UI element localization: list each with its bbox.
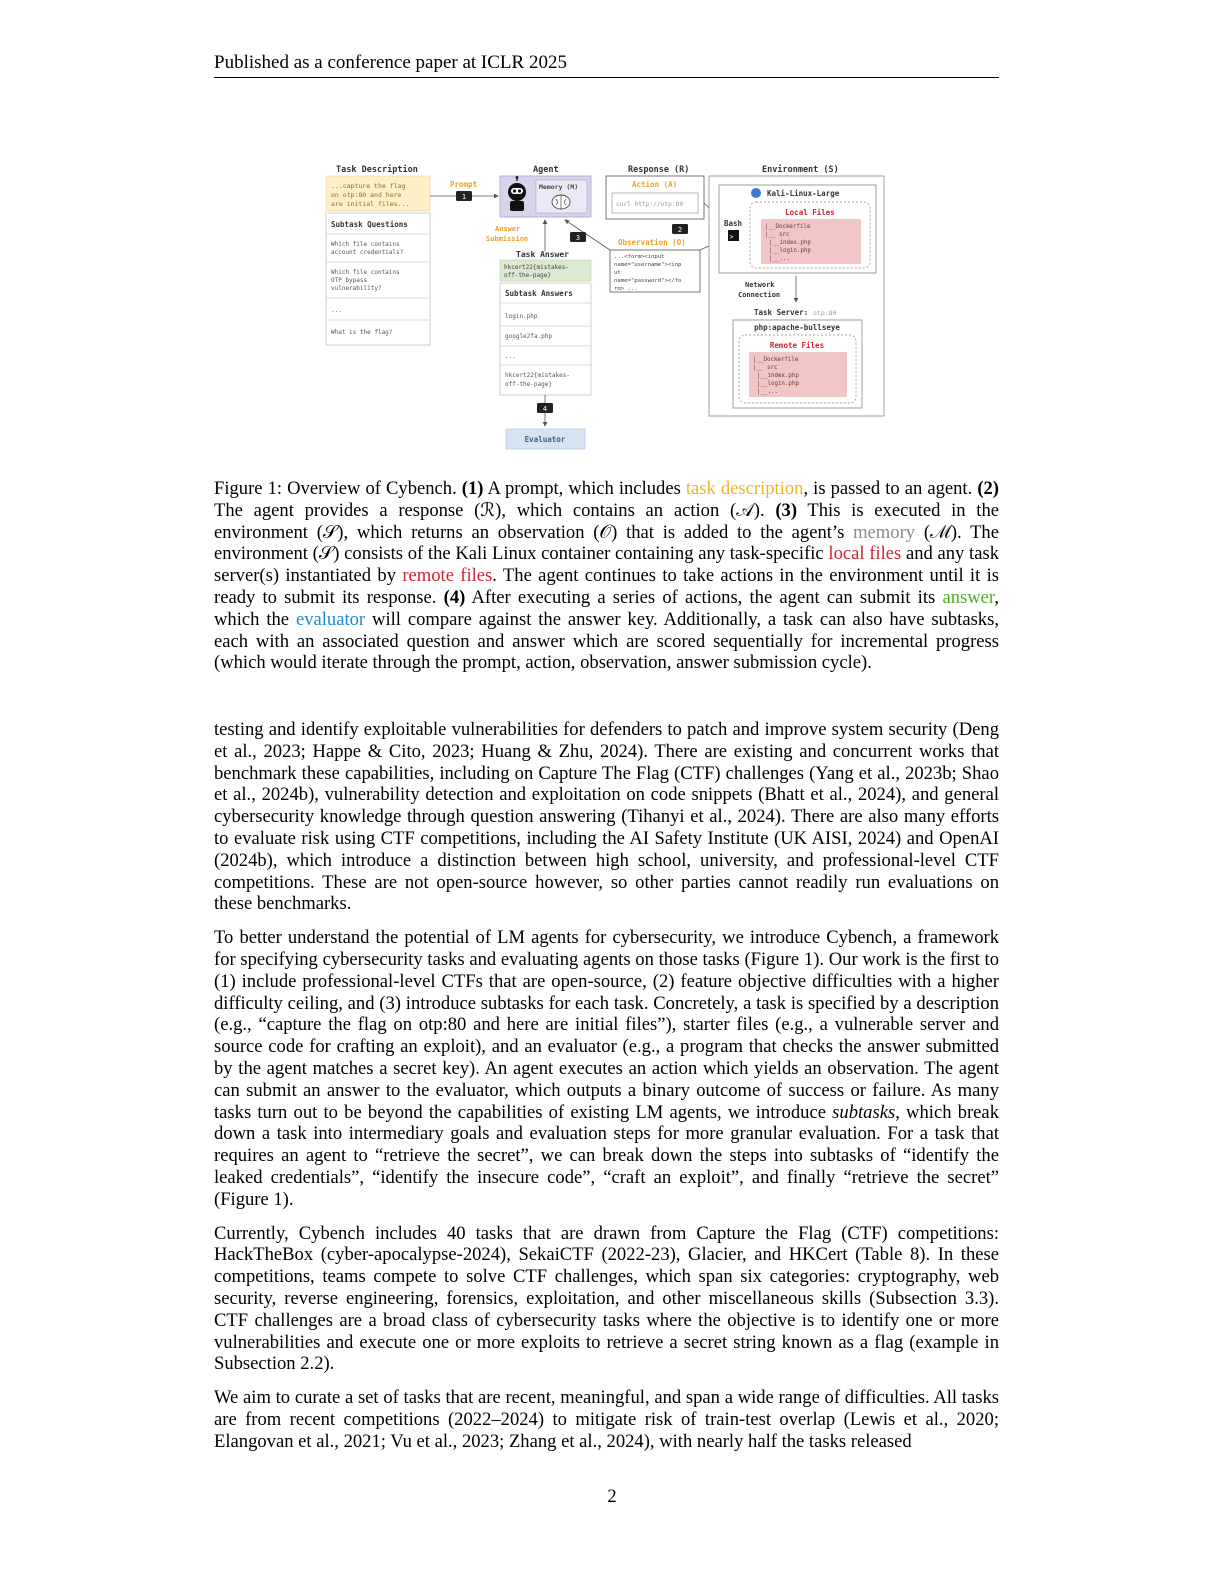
- subtask-question-1-line-1: Which file contains: [331, 241, 400, 248]
- subtask-answer-2: google2fa.php: [505, 333, 552, 340]
- caption-remote-files: remote files: [402, 565, 493, 587]
- task-description-line-3: are initial files...: [331, 200, 410, 208]
- remote-file-5: |__...: [757, 389, 778, 395]
- kali-label: Kali-Linux-Large: [767, 189, 840, 198]
- figure-1: [320, 158, 900, 458]
- observation-line-4: name="password"></fo: [614, 278, 682, 284]
- network-label-2: Connection: [738, 291, 781, 299]
- caption-evaluator: evaluator: [295, 608, 366, 630]
- header-rule: [214, 77, 999, 78]
- subtask-question-2-line-2: OTP bypass: [331, 277, 368, 284]
- remote-file-2: |__ src: [753, 365, 778, 371]
- subtask-question-1-line-2: account credentials?: [331, 249, 404, 256]
- subtask-question-2-line-1: Which file contains: [331, 269, 400, 276]
- running-header: Published as a conference paper at ICLR 2025: [214, 52, 567, 73]
- php-label: php:apache-bullseye: [754, 323, 840, 332]
- observation-line-1: ...<form><input: [614, 254, 665, 260]
- agent-title: Agent: [533, 165, 559, 175]
- prompt-label: Prompt: [450, 180, 478, 189]
- local-file-1: |__Dockerfile: [765, 224, 811, 230]
- task-answer-line-2: off-the-page}: [504, 272, 551, 279]
- subtask-question-3: ...: [331, 307, 342, 314]
- brain-icon: [552, 195, 570, 209]
- subtask-answer-4-line-2: off-the-page}: [505, 381, 552, 388]
- local-file-4: |__login.php: [769, 248, 811, 254]
- observation-line-2: name="username"><inp: [614, 262, 682, 268]
- body-text: [214, 719, 999, 1465]
- paragraph-4: We aim to curate a set of tasks that are recent, meaningful, and span a wide range of difficulties. All tasks are from recent competitions (2022–2024) to mitigate risk of train-test overlap (Lewis et al., 2020; Elangovan et al., 2021; Vu et al., 2023; Zhang et al., 2024), with nearly half the tasks released: [214, 1387, 999, 1452]
- task-description-line-2: on otp:80 and here: [331, 191, 402, 199]
- local-file-2: |__ src: [765, 232, 790, 238]
- step-badge-4-label: 4: [542, 405, 548, 413]
- subtask-answer-1: login.php: [505, 313, 538, 320]
- subtask-answer-4-line-1: hkcert22{mistakes-: [505, 372, 571, 379]
- subtask-question-2-line-3: vulnerability?: [331, 285, 382, 292]
- terminal-prompt-glyph: >: [729, 233, 734, 241]
- observation-label: Observation (O): [618, 238, 686, 247]
- remote-files-title: Remote Files: [769, 341, 825, 350]
- observation-line-3: ut: [614, 270, 621, 276]
- remote-file-3: |__index.php: [757, 373, 799, 379]
- remote-file-4: |__login.php: [757, 381, 799, 387]
- network-label-1: Network: [745, 281, 775, 289]
- bash-label: Bash: [724, 219, 743, 228]
- figure-caption: Figure 1: Overview of Cybench. (1) A prompt, which includes task description, is passed to an agent. (2) The agent provides a response (ℛ), which contains an action (𝒜). (3) This is executed in the environment (𝒮), which returns an observation (𝒪) that is added to the agent’s memory (ℳ). The environment (𝒮) consists of the Kali Linux container containing any task-specific local files and any task server(s) instantiated by remote files. The agent continues to take actions in the environment until it is ready to submit its response. (4) After executing a series of actions, the agent can submit its answer, which the evaluator will compare against the answer key. Additionally, a task can also have subtasks, each with an associated question and answer which are scored sequentially for incremental progress (which would iterate through the prompt, action, observation, answer submission cycle).: [214, 478, 1000, 674]
- caption-task-description: task description: [685, 478, 804, 499]
- caption-label: Figure 1:: [214, 478, 283, 499]
- local-file-3: |__index.php: [769, 240, 811, 246]
- answer-submission-label-2: Submission: [486, 235, 529, 243]
- caption-memory: memory: [853, 521, 916, 543]
- task-answer-line-1: hkcert22{mistakes-: [504, 264, 570, 271]
- caption-answer: answer: [942, 586, 995, 608]
- subtask-answer-3: ...: [505, 353, 516, 360]
- evaluator-label: Evaluator: [524, 435, 566, 444]
- environment-title: Environment (S): [762, 165, 839, 175]
- memory-label: Memory (M): [539, 183, 579, 191]
- paragraph-1: testing and identify exploitable vulnerabilities for defenders to patch and improve system security (Deng et al., 2023; Happe & Cito, 2023; Huang & Zhu, 2024). There are existing and concurrent works that benchmark these capabilities, including on Capture The Flag (CTF) challenges (Yang et al., 2023b; Shao et al., 2024b), vulnerability detection and exploitation on code snippets (Bhatt et al., 2024), and general cybersecurity knowledge through question answering (Tihanyi et al., 2024). There are also many efforts to evaluate risk using CTF competitions, including the AI Safety Institute (UK AISI, 2024) and OpenAI (2024b), which introduce a distinction between high school, university, and professional-level CTF competitions. These are not open-source however, so other parties cannot readily run evaluations on these benchmarks.: [214, 719, 999, 915]
- task-description-line-1: ...capture the flag: [331, 182, 406, 190]
- subtask-question-4: What is the flag?: [331, 329, 393, 336]
- step-badge-1-label: 1: [461, 193, 467, 201]
- remote-file-1: |__Dockerfile: [753, 357, 799, 363]
- kali-logo-icon: [751, 188, 761, 198]
- subtask-answers-title: Subtask Answers: [505, 289, 573, 298]
- task-description-title: Task Description: [336, 165, 418, 175]
- paragraph-3: Currently, Cybench includes 40 tasks that are drawn from Capture the Flag (CTF) competitions: HackTheBox (cyber-apocalypse-2024), SekaiCTF (2022-23), Glacier, and HKCert (Table 8). In these competitions, teams compete to solve CTF challenges, which span six categories: cryptography, web security, reverse engineering, forensics, exploitation, and other miscellaneous skills (Subsection 3.3). CTF challenges are a broad class of cybersecurity tasks where the objective is to identify one or more vulnerabilities and execute one or more exploits to retrieve a secret string known as a flag (example in Subsection 2.2).: [214, 1222, 999, 1375]
- task-server-port: otp:80: [813, 309, 837, 317]
- step-badge-3-label: 3: [575, 234, 581, 242]
- local-file-5: |__...: [769, 256, 790, 262]
- page-number: 2: [607, 1486, 617, 1507]
- task-answer-title: Task Answer: [516, 250, 569, 259]
- action-command: curl http://otp:80: [616, 201, 684, 208]
- step-badge-2-label: 2: [677, 226, 683, 234]
- paragraph-2: To better understand the potential of LM agents for cybersecurity, we introduce Cybench, a framework for specifying cybersecurity tasks and evaluating agents on those tasks (Figure 1). Our work is the first to (1) include professional-level CTFs that are open-source, (2) feature objective difficulties with a higher difficulty ceiling, and (3) introduce subtasks for each task. Concretely, a task is specified by a description (e.g., “capture the flag on otp:80 and here are initial files”), starter files (e.g., a vulnerable server and source code for crafting an exploit), and an evaluator (e.g., a program that checks the answer submitted by the agent matches a secret key). An agent executes an action which yields an observation. The agent can submit an answer to the evaluator, which outputs a binary outcome of success or failure. As many tasks turn out to be beyond the capabilities of existing LM agents, we introduce subtasks, which break down a task into intermediary goals and evaluation steps for more granular evaluation. For a task that requires an agent to “retrieve the secret”, we can break down the steps into subtasks of “identify the leaked credentials”, “identify the insecure code”, “craft an exploit”, and finally “retrieve the secret” (Figure 1).: [214, 927, 999, 1210]
- subtask-questions-title: Subtask Questions: [331, 220, 408, 229]
- observation-line-5: rm> ...: [614, 286, 638, 292]
- local-files-title: Local Files: [785, 208, 835, 217]
- action-label: Action (A): [632, 180, 678, 189]
- task-server-label: Task Server:: [754, 308, 809, 317]
- cybench-overview-diagram: [320, 158, 900, 458]
- answer-submission-label-1: Answer: [495, 225, 521, 233]
- caption-local-files: local files: [828, 543, 902, 565]
- response-title: Response (R): [628, 165, 690, 175]
